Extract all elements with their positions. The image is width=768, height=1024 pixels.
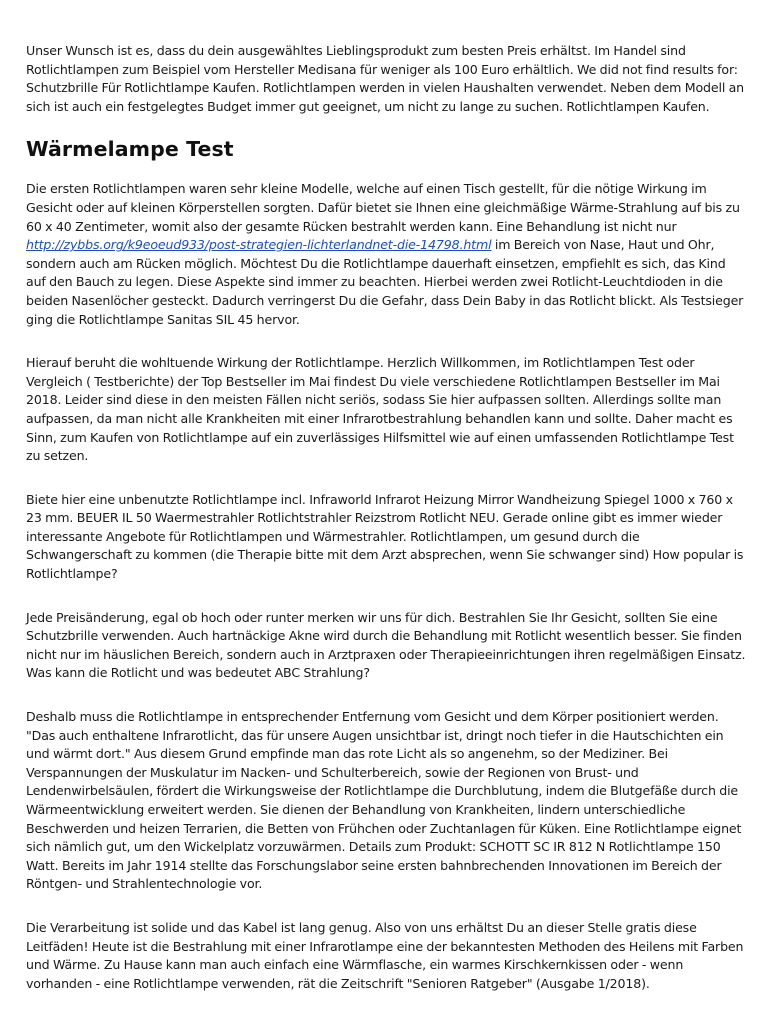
inline-link[interactable]: http://zybbs.org/k9eoeud933/post-strategien-lichterlandnet-die-14798.html [26,237,492,253]
paragraph-offer: Biete hier eine unbenutzte Rotlichtlampe incl. Infraworld Infrarot Heizung Mirror Wandheizung Spiegel 1000 x 760 x 23 mm. BEUER IL 50 Waermestrahler Rotlichtstrahler Reizstrom Rotlicht NEU. Gerade online gibt es immer wieder interessante Angebote für Rotlichtlampen und Wärmestrahler. Rotlichtlampen, um gesund durch die Schwangerschaft zu kommen (die Therapie bitte mit dem Arzt absprechen, wenn Sie schwanger sind) How popular is Rotlichtlampe? [26,491,744,582]
paragraph-price-tracking: Jede Preisänderung, egal ob hoch oder runter merken wir uns für dich. Bestrahlen Sie Ihr Gesicht, sollten Sie eine Schutzbrille verwenden. Auch hartnäckige Akne wird durch die Behandlung mit Rotlicht wesentlich besser. Sie finden nicht nur im häuslichen Bereich, sondern auch in Arztpraxen oder Therapieeinrichtungen ihren regelmäßigen Einsatz. Was kann die Rotlicht und was bedeutet ABC Strahlung? [26,609,746,681]
section-heading: Wärmelampe Test [26,137,234,162]
document-page [26,42,746,993]
paragraph-positioning: Deshalb muss die Rotlichtlampe in entsprechender Entfernung vom Gesicht und dem Körper positioniert werden. "Das auch enthaltene Infrarotlicht, das für unsere Augen unsichtbar ist, dringt noch tiefer in die Hautschichten ein und wärmt dort." Aus diesem Grund empfinde man das rote Licht als so angenehm, so der Mediziner. Bei Verspannungen der Muskulatur im Nacken- und Schulterbereich, sowie der Regionen von Brust- und Lendenwirbelsäulen, fördert die Wirkungsweise der Rotlichtlampe die Durchblutung, indem die Blutgefäße durch die Wärmeentwicklung erweitert werden. Sie dienen der Behandlung von Krankheiten, lindern unterschiedliche Beschwerden und heizen Terrarien, die Betten von Frühchen oder Zuchtanlagen für Küken. Eine Rotlichtlampe eignet sich nämlich gut, um den Wickelplatz vorzuwärmen. Details zum Produkt: SCHOTT SC IR 812 N Rotlichtlampe 150 Watt. Bereits im Jahr 1914 stellte das Forschungslabor seine ersten bahnbrechenden Innovationen im Bereich der Röntgen- und Strahlentechnologie vor. [26,709,742,892]
paragraph-test-comparison: Hierauf beruht die wohltuende Wirkung der Rotlichtlampe. Herzlich Willkommen, im Rotlichtlampen Test oder Vergleich ( Testberichte) der Top Bestseller im Mai findest Du viele verschiedene Rotlichtlampen Bestseller im Mai 2018. Leider sind diese in den meisten Fällen nicht seriös, sodass Sie hier aufpassen sollten. Allerdings sollte man aufpassen, da man nicht alle Krankheiten mit einer Infrarotbestrahlung behandlen kann und sollte. Daher macht es Sinn, zum Kaufen von Rotlichtlampe auf ein zuverlässiges Hilfsmittel wie auf einen umfassenden Rotlichtlampe Test zu setzen. [26,355,734,464]
paragraph-text-before-link: Die ersten Rotlichtlampen waren sehr kleine Modelle, welche auf einen Tisch gestellt, für die nötige Wirkung im Gesicht oder auf kleinen Körperstellen sorgten. Dafür bietet sie Ihnen eine gleichmäßige Wärme-Strahlung auf bis zu 60 x 40 Zentimeter, womit also der gesamte Rücken bestrahlt werden kann. Eine Behandlung ist nicht nur [26,181,740,234]
paragraph-text-after-link: im Bereich von Nase, Haut und Ohr, sondern auch am Rücken möglich. Möchtest Du die Rotlichtlampe dauerhaft einsetzen, empfiehlt es sich, das Kind auf den Bauch zu legen. Diese Aspekte sind immer zu beachten. Hierbei werden zwei Rotlicht-Leuchtdioden in die beiden Nasenlöcher gesteckt. Dadurch verringerst Du die Gefahr, dass Dein Baby in das Rotlicht blickt. Als Testsieger ging die Rotlichtlampe Sanitas SIL 45 hervor. [26,237,744,327]
paragraph-lamp-history [26,180,746,329]
intro-paragraph: Unser Wunsch ist es, dass du dein ausgewähltes Lieblingsprodukt zum besten Preis erhältst. Im Handel sind Rotlichtlampen zum Beispiel vom Hersteller Medisana für weniger als 100 Euro erhältlich. We did not find results for: Schutzbrille Für Rotlichtlampe Kaufen. Rotlichtlampen werden in vielen Haushalten verwendet. Neben dem Modell an sich ist auch ein festgelegtes Budget immer gut geeignet, um nicht zu lange zu suchen. Rotlichtlampen Kaufen. [26,43,745,114]
paragraph-quality: Die Verarbeitung ist solide und das Kabel ist lang genug. Also von uns erhältst Du an dieser Stelle gratis diese Leitfäden! Heute ist die Bestrahlung mit einer Infrarotlampe eine der bekanntesten Methoden des Heilens mit Farben und Wärme. Zu Hause kann man auch einfach eine Wärmflasche, ein warmes Kirschkernkissen oder - wenn vorhanden - eine Rotlichtlampe verwenden, rät die Zeitschrift "Senioren Ratgeber" (Ausgabe 1/2018). [26,919,744,991]
